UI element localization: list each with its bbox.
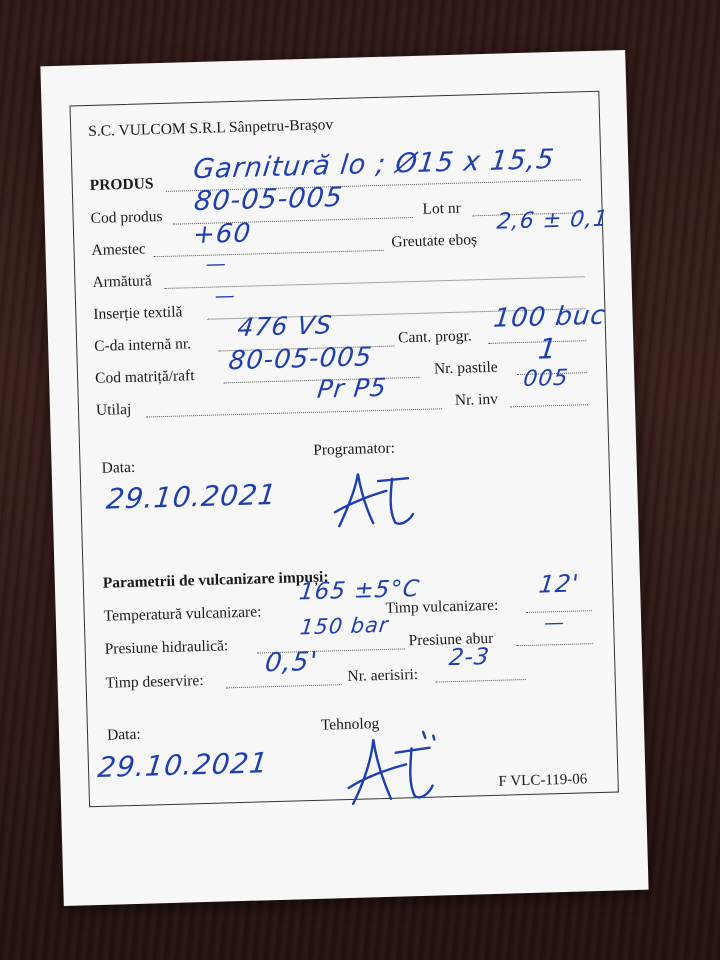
greutate-ebos-value: 2,6 ± 0,1: [495, 206, 610, 235]
cda-interna-label: C-da internă nr.: [93, 335, 192, 355]
data1-value: 29.10.2021: [104, 477, 279, 516]
lot-nr-label: Lot nr: [422, 199, 462, 218]
cod-produs-value: 80-05-005: [192, 181, 345, 218]
tehnolog-signature: [341, 727, 443, 810]
nr-aerisiri-value: 2-3: [447, 643, 492, 672]
insertie-textila-label: Inserție textilă: [93, 303, 183, 323]
temperatura-value: 165 ±5°C: [297, 575, 422, 606]
temperatura-label: Temperatură vulcanizare:: [103, 603, 262, 625]
presiune-hidr-label: Presiune hidraulică:: [104, 637, 229, 658]
nr-inv-label: Nr. inv: [454, 390, 499, 409]
timp-vulc-label: Timp vulcanizare:: [385, 596, 499, 617]
cant-progr-value: 100 buc: [491, 300, 608, 334]
cod-matrita-label: Cod matriță/raft: [94, 367, 195, 387]
company-header: S.C. VULCOM S.R.L Sânpetru-Brașov: [87, 116, 334, 141]
parametri-title: Parametrii de vulcanizare impuși:: [102, 568, 329, 592]
amestec-label: Amestec: [91, 240, 146, 259]
form-paper: [40, 50, 648, 906]
data1-label: Data:: [101, 458, 136, 477]
data2-label: Data:: [106, 725, 141, 744]
nr-pastile-value: 1: [536, 331, 560, 366]
form-code: F VLC-119-06: [498, 771, 588, 790]
produs-value: Garnitură lo ; Ø15 x 15,5: [191, 143, 557, 186]
timp-deservire-label: Timp deservire:: [105, 672, 204, 692]
amestec-value: +60: [191, 218, 253, 251]
produs-label: PRODUS: [89, 175, 154, 194]
programator-label: Programator:: [312, 439, 396, 459]
data2-value: 29.10.2021: [96, 746, 271, 785]
cant-progr-label: Cant. progr.: [397, 327, 472, 347]
cda-interna-value: 476 VS: [236, 310, 334, 342]
timp-deservire-value: 0,5': [263, 646, 320, 679]
armatura-label: Armătură: [92, 272, 153, 291]
armatura-value: —: [204, 251, 229, 276]
cod-matrita-value: 80-05-005: [227, 342, 374, 377]
nr-aerisiri-label: Nr. aerisiri:: [347, 666, 419, 685]
utilaj-value: Pr P5: [315, 372, 389, 404]
insertie-textila-value: —: [213, 282, 238, 308]
tehnolog-label: Tehnolog: [320, 715, 380, 734]
nr-inv-value: 005: [521, 365, 570, 393]
cod-produs-label: Cod produs: [90, 207, 163, 227]
presiune-abur-label: Presiune abur: [408, 629, 494, 650]
presiune-abur-value: —: [542, 609, 567, 635]
nr-pastile-label: Nr. pastile: [433, 358, 498, 378]
presiune-hidr-value: 150 bar: [298, 612, 391, 640]
programator-signature: [328, 464, 420, 536]
greutate-ebos-label: Greutate eboș: [391, 231, 478, 251]
utilaj-label: Utilaj: [95, 400, 132, 419]
timp-vulc-value: 12': [537, 569, 581, 599]
